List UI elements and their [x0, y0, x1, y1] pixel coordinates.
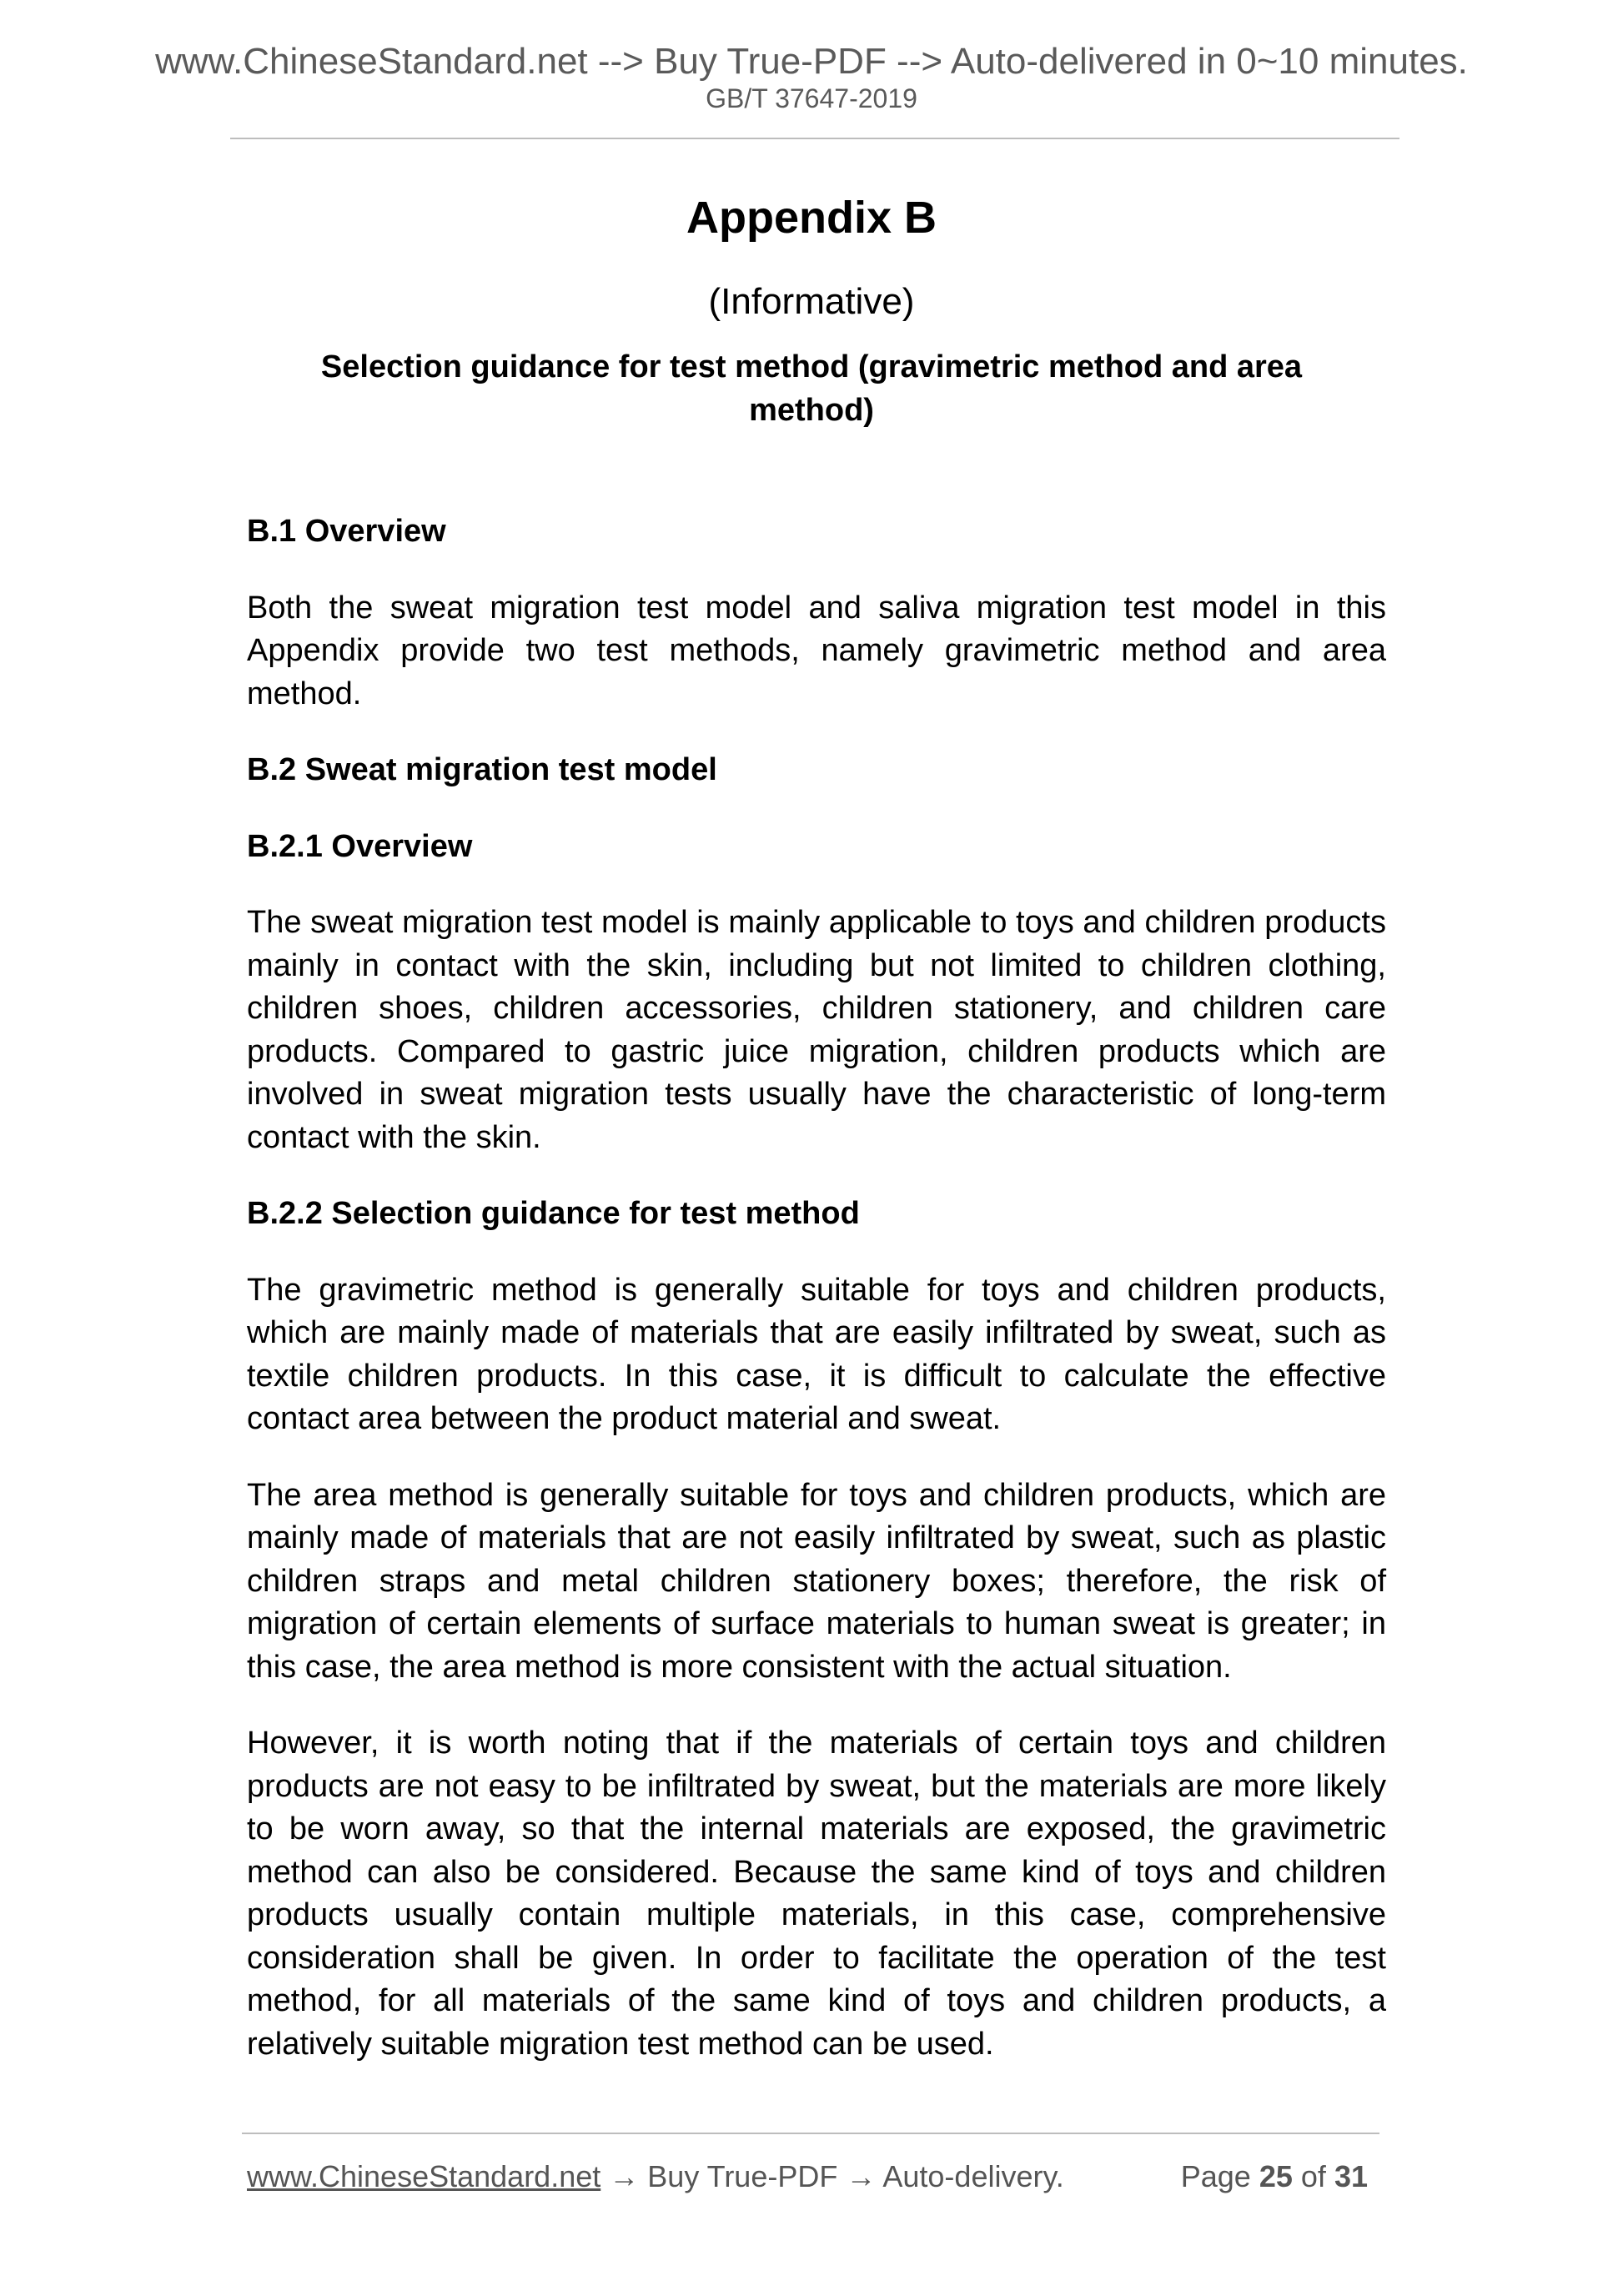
- footer-divider: [242, 2133, 1379, 2134]
- page-total: 31: [1334, 2159, 1368, 2193]
- document-body: [247, 510, 1386, 2099]
- page-current: 25: [1259, 2159, 1293, 2193]
- page-label: Page: [1180, 2159, 1251, 2193]
- paragraph-b22-3: However, it is worth noting that if the materials of certain toys and children products are not easy to be infiltrated by sweat, but the materials are more likely to be worn away, so that the internal materials are exposed, the gravimetric method can also be considered. Because the same kind of toys and children products usually contain multiple materials, in this case, comprehensive consideration shall be given. In order to facilitate the operation of the test method, for all materials of the same kind of toys and children products, a relatively suitable migration test method can be used.: [247, 1726, 1386, 2062]
- header-banner: www.ChineseStandard.net --> Buy True-PDF --> Auto-delivered in 0~10 minutes.: [155, 41, 1468, 82]
- page-indicator: [1181, 2156, 1368, 2198]
- paragraph-b21-1: The sweat migration test model is mainly applicable to toys and children products mainly in contact with the skin, including but not limited to children clothing, children shoes, children accessories, children stationery, and children care products. Compared to gastric juice migration, children products which are involved in sweat migration tests usually have the characteristic of long-term contact with the skin.: [247, 905, 1386, 1155]
- section-heading-b21: B.2.1 Overview: [247, 828, 473, 864]
- header-divider: [230, 138, 1399, 139]
- paragraph-b22-1: The gravimetric method is generally suitable for toys and children products, which are mainly made of materials that are easily infiltrated by sweat, such as textile children products. In this case, it is difficult to calculate the effective contact area between the product material and sweat.: [247, 1272, 1386, 1436]
- paragraph-b22-2: The area method is generally suitable for toys and children products, which are mainly made of materials that are not easily infiltrated by sweat, such as plastic children straps and metal children stationery boxes; therefore, the risk of migration of certain elements of surface materials to human sweat is greater; in this case, the area method is more consistent with the actual situation.: [247, 1477, 1386, 1685]
- appendix-caption: Selection guidance for test method (gravimetric method and area method): [320, 349, 1303, 428]
- appendix-subtitle: (Informative): [708, 281, 915, 322]
- footer-site-link[interactable]: www.ChineseStandard.net: [247, 2159, 601, 2193]
- footer-buy-text: Buy True-PDF: [647, 2159, 838, 2193]
- standard-number: GB/T 37647-2019: [706, 83, 917, 113]
- page-footer: [247, 2156, 1386, 2198]
- footer-promo: [247, 2156, 1064, 2198]
- arrow-right-icon: →: [846, 2159, 877, 2193]
- footer-delivery-text: Auto-delivery.: [882, 2159, 1064, 2193]
- paragraph-b1-1: Both the sweat migration test model and saliva migration test model in this Appendix provide two test methods, namely gravimetric method and area method.: [247, 590, 1386, 711]
- page-of-label: of: [1300, 2159, 1326, 2193]
- appendix-title: Appendix B: [686, 193, 937, 243]
- section-heading-b1: B.1 Overview: [247, 514, 446, 549]
- section-heading-b22: B.2.2 Selection guidance for test method: [247, 1196, 860, 1231]
- arrow-right-icon: →: [609, 2159, 640, 2193]
- section-heading-b2: B.2 Sweat migration test model: [247, 752, 717, 787]
